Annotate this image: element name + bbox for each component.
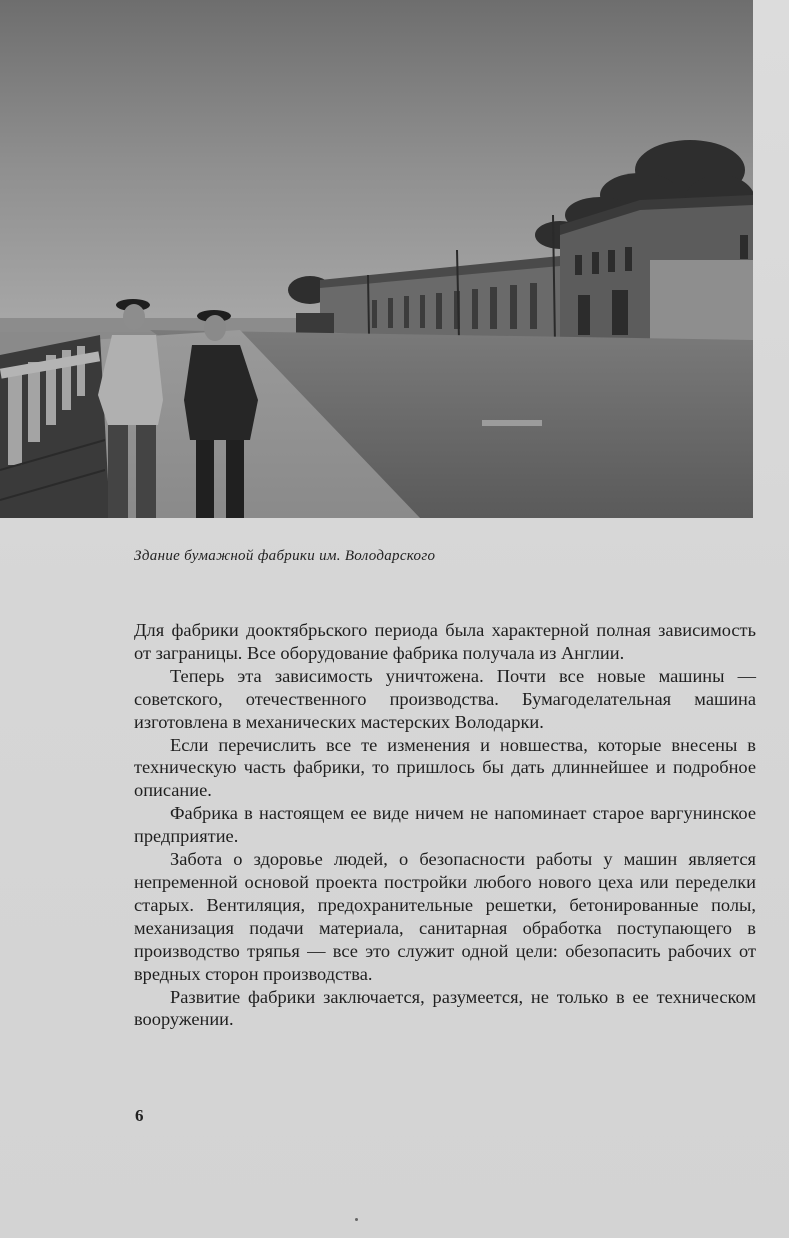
paragraph-6: Развитие фабрики заключается, разумеется, не только в ее техническом вооружении. [134,986,756,1030]
paragraph-2: Теперь эта зависимость уничтожена. Почти все новые машины — советского, отечественного производства. Бумагоделательная машина изготовлена в механических мастерских Володарки. [134,665,756,732]
photo-caption: Здание бумажной фабрики им. Володарского [134,548,436,564]
factory-street-photo [0,0,753,518]
page-number: 6 [135,1106,144,1125]
paragraph-5: Забота о здоровье людей, о безопасности работы у машин является непременной основой проекта постройки любого нового цеха или переделки старых. Вентиляция, предохранительные решетки, бетонированные полы, механизация подачи материала, санитарная обработка поступающего в производство тряпья — все это служит одной цели: обезопасить рабочих от вредных сторон производства. [134,849,756,984]
print-speck [355,1218,358,1221]
paragraph-4: Фабрика в настоящем ее виде ничем не напоминает старое варгунинское предприятие. [134,803,756,847]
body-text [134,619,756,1031]
paragraph-3: Если перечислить все те изменения и новшества, которые внесены в техническую часть фабрики, то пришлось бы дать длиннейшее и подробное описание. [134,734,756,801]
paragraph-1: Для фабрики дооктябрьского периода была характерной полная зависимость от заграницы. Все оборудование фабрика получала из Англии. [134,620,756,663]
